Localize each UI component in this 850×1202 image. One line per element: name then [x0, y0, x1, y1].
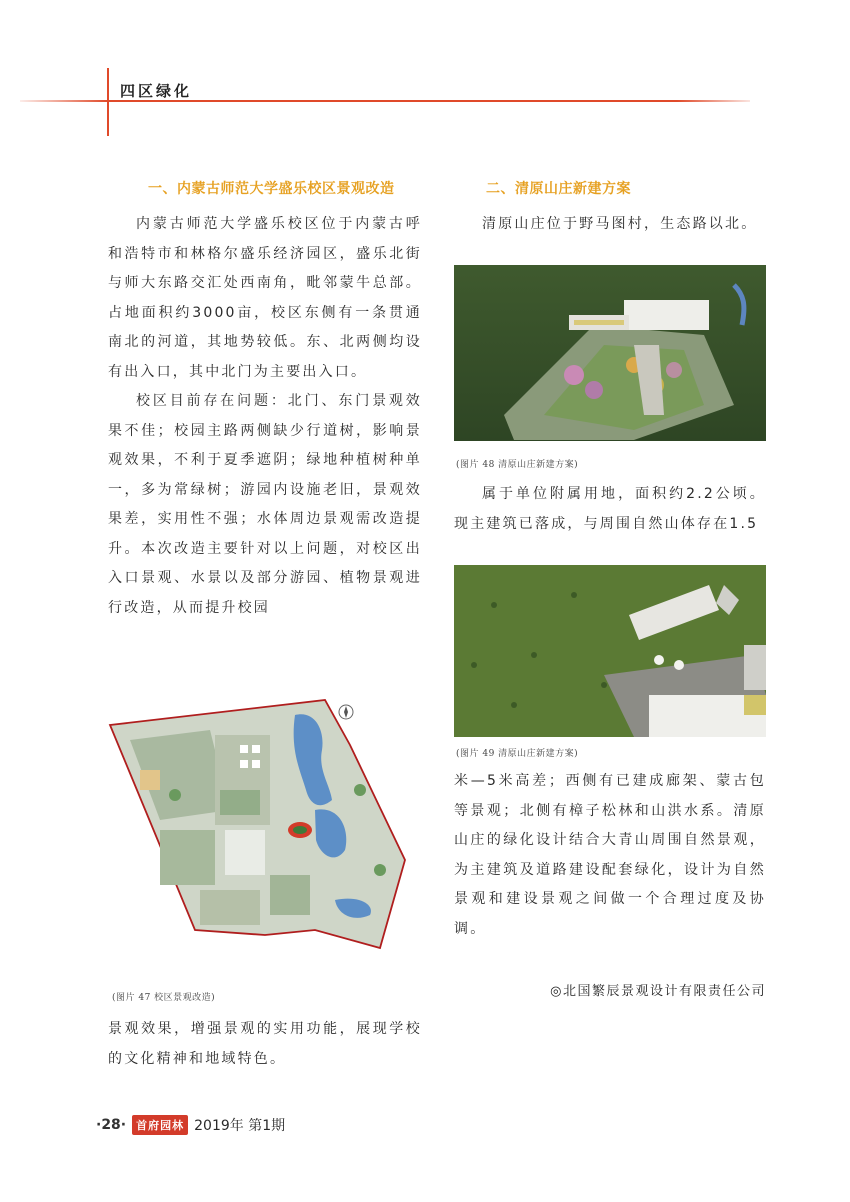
page-footer — [96, 1115, 285, 1135]
figure-48-caption: (图片 48 清原山庄新建方案) — [456, 460, 579, 470]
left-paragraph-3: 景观效果，增强景观的实用功能，展现学校的文化精神和地域特色。 — [108, 1021, 422, 1067]
right-column — [454, 178, 766, 240]
figure-49-caption: (图片 49 清原山庄新建方案) — [456, 749, 579, 759]
right-paragraph-3: 米—5米高差；西侧有已建成廊架、蒙古包等景观；北侧有樟子松林和山洪水系。清原山庄的绿化设计结合大青山周围自然景观，为主建筑及道路建设配套绿化，设计为自然景观和建设景观之间做一个合理过度及协调。 — [454, 773, 766, 937]
page-number: ·28· — [96, 1117, 127, 1133]
section-title: 四区绿化 — [120, 82, 193, 100]
header-vertical-rule — [107, 68, 109, 136]
right-paragraph-1: 清原山庄位于野马图村，生态路以北。 — [482, 216, 758, 232]
right-heading: 二、清原山庄新建方案 — [486, 181, 631, 197]
right-paragraph-2: 属于单位附属用地，面积约2.2公顷。现主建筑已落成，与周围自然山体存在1.5 — [454, 486, 766, 532]
rendering-49-image — [454, 565, 766, 737]
left-column — [108, 178, 422, 623]
magazine-logo: 首府园林 — [132, 1115, 188, 1135]
right-column-tail — [454, 767, 766, 944]
left-paragraph-1: 内蒙古师范大学盛乐校区位于内蒙古呼和浩特市和林格尔盛乐经济园区，盛乐北街与师大东路交汇处西南角，毗邻蒙牛总部。占地面积约3000亩，校区东侧有一条贯通南北的河道，其地势较低。东、北两侧均设有出入口，其中北门为主要出入口。 — [108, 216, 422, 380]
figure-47-caption: (图片 47 校区景观改造) — [112, 993, 216, 1003]
rendering-48-image — [454, 265, 766, 441]
left-heading: 一、内蒙古师范大学盛乐校区景观改造 — [148, 181, 395, 197]
left-column-tail — [108, 1015, 422, 1074]
left-paragraph-2: 校区目前存在问题：北门、东门景观效果不佳；校园主路两侧缺少行道树，影响景观效果，不利于夏季遮阴；绿地种植树种单一，多为常绿树；游园内设施老旧，景观效果差，实用性不强；水体周边景观需改造提升。本次改造主要针对以上问题，对校区出入口景观、水景以及部分游园、植物景观进行改造，从而提升校园 — [108, 393, 422, 616]
right-column-mid — [454, 480, 766, 539]
issue-label: 2019年 第1期 — [194, 1118, 286, 1134]
compass-icon — [338, 704, 354, 720]
campus-plan-image — [100, 690, 425, 975]
credit-line: ◎北国繁辰景观设计有限责任公司 — [550, 984, 766, 999]
